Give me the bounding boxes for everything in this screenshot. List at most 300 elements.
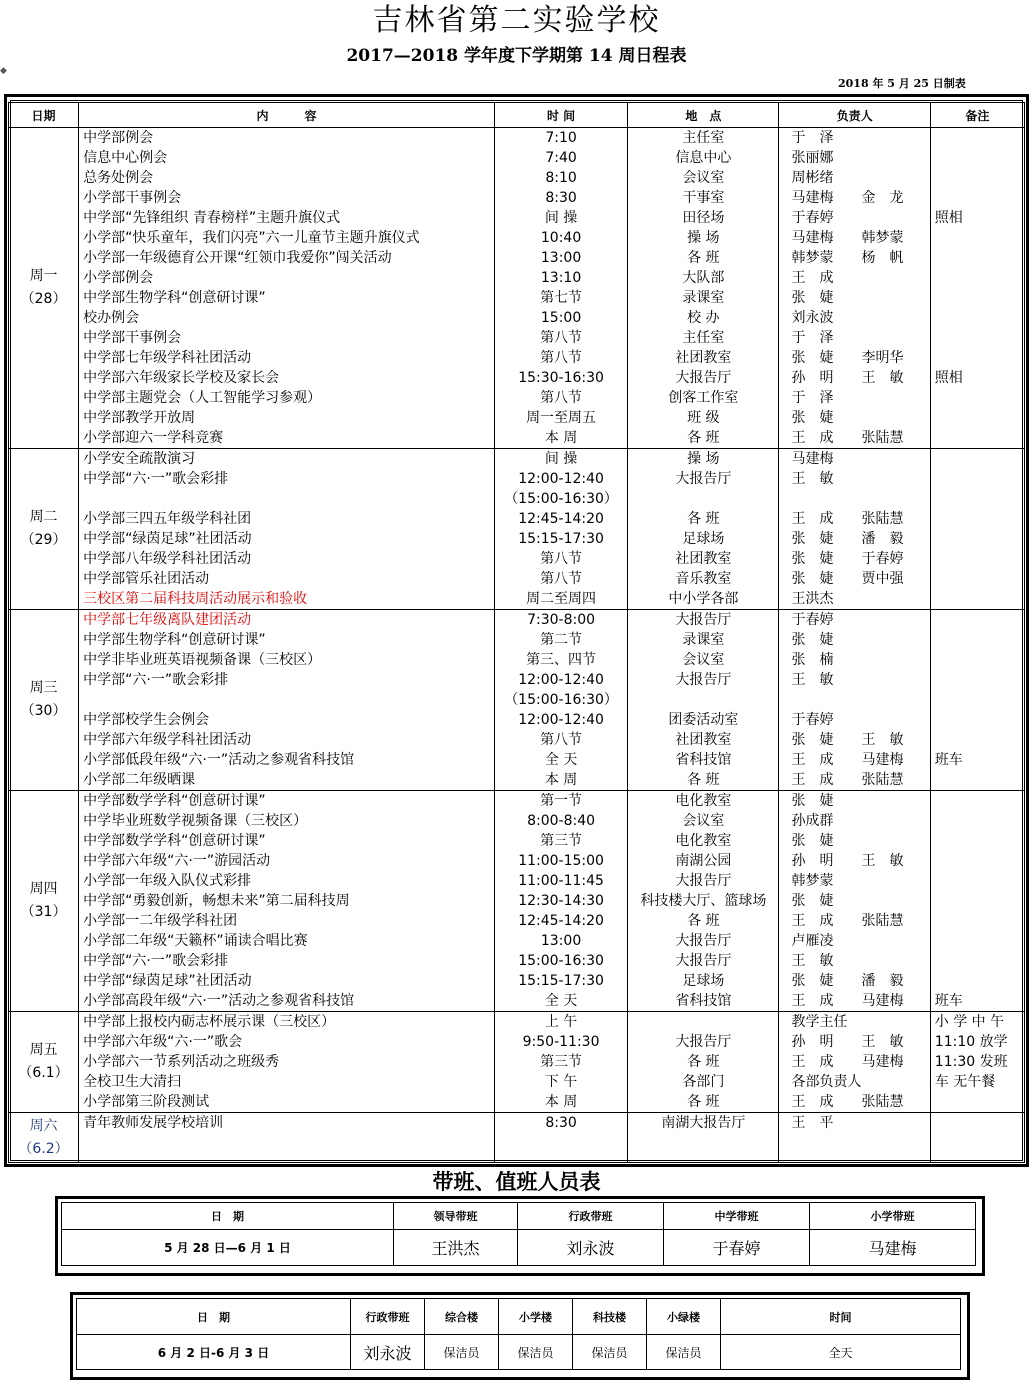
event-content: 中学部六年级学科社团活动 xyxy=(83,732,252,748)
event-person: 张 婕 xyxy=(791,833,834,849)
event-place xyxy=(628,690,778,710)
event-content-cell xyxy=(79,610,495,791)
event-place: 音乐教室 xyxy=(675,571,732,587)
event-content xyxy=(5,489,494,509)
event-content: 中学部“先锋组织 青春榜样”主题升旗仪式 xyxy=(83,210,341,226)
event-note-cell xyxy=(930,128,1024,449)
event-note xyxy=(931,228,1024,248)
event-note xyxy=(931,148,1024,168)
duty-primary: 马建梅 xyxy=(810,1230,976,1266)
event-note xyxy=(931,791,1024,811)
duty-header-leader: 领导带班 xyxy=(394,1203,518,1230)
duty-header-middle: 中学带班 xyxy=(664,1203,810,1230)
event-time: 7:40 xyxy=(545,150,577,166)
event-time: 全 天 xyxy=(544,993,578,1009)
col-content-header: 内 容 xyxy=(79,103,495,128)
event-place: 录课室 xyxy=(682,632,725,648)
event-time: 8:00-8:40 xyxy=(527,813,596,829)
event-content: 中学部主题党会（人工智能学习参观） xyxy=(83,390,322,406)
event-place: 操 场 xyxy=(687,230,720,246)
event-time: 第三节 xyxy=(540,833,583,849)
weekend-admin: 刘永波 xyxy=(351,1335,425,1370)
duty-middle: 于春婷 xyxy=(664,1230,810,1266)
event-time: 第二节 xyxy=(540,632,583,648)
event-content: 中学部上报校内砺志杯展示课（三校区） xyxy=(83,1014,336,1030)
event-place: 干事室 xyxy=(682,190,725,206)
event-place: 大报告厅 xyxy=(675,370,732,386)
event-place-cell xyxy=(628,791,779,1012)
schedule-header-row xyxy=(9,103,1025,128)
event-content-cell xyxy=(79,791,495,1012)
event-time: 15:15-17:30 xyxy=(518,531,604,547)
event-time: 12:30-14:30 xyxy=(518,893,604,909)
col-time-header: 时 间 xyxy=(494,103,627,128)
event-note: 小 学 中 午 xyxy=(934,1014,1005,1030)
event-place: 各 班 xyxy=(687,1054,720,1070)
event-note xyxy=(931,650,1024,670)
weekend-header-admin: 行政带班 xyxy=(351,1299,425,1335)
event-note: 班车 xyxy=(934,993,963,1009)
event-content: 中学部六年级家长学校及家长会 xyxy=(83,370,280,386)
event-content: 中学非毕业班英语视频备课（三校区） xyxy=(83,652,322,668)
event-content: 中学部校学生会例会 xyxy=(83,712,210,728)
event-time: 本 周 xyxy=(544,430,578,446)
col-note-header: 备注 xyxy=(930,103,1024,128)
event-place: 田径场 xyxy=(682,210,725,226)
event-person: 孙 明 王 敏 xyxy=(791,370,904,386)
event-note xyxy=(931,831,1024,851)
event-time: 第八节 xyxy=(540,330,583,346)
event-time: 7:10 xyxy=(545,130,577,146)
event-time: 13:00 xyxy=(540,250,582,266)
event-content: 中学部“勇毅创新，畅想未来”第二届科技周 xyxy=(83,893,350,909)
event-place-cell xyxy=(628,1012,779,1113)
event-note xyxy=(931,971,1024,991)
weekend-header-time: 时间 xyxy=(721,1299,961,1335)
event-time: 9:50-11:30 xyxy=(522,1034,600,1050)
event-content-cell xyxy=(79,128,495,449)
event-time: 8:30 xyxy=(545,190,577,206)
day-label: 周六 xyxy=(29,1117,58,1134)
event-person: 于春婷 xyxy=(791,612,834,628)
event-place: 社团教室 xyxy=(675,551,732,567)
event-person: 教学主任 xyxy=(791,1014,848,1030)
event-content: 中学部生物学科“创意研讨课” xyxy=(83,632,266,648)
event-note xyxy=(931,328,1024,348)
event-person xyxy=(779,690,929,710)
event-person: 张 婕 于春婷 xyxy=(791,551,904,567)
event-content: 总务处例会 xyxy=(83,170,154,186)
weekend-complex: 保洁员 xyxy=(425,1335,499,1370)
event-time: 第七节 xyxy=(540,290,583,306)
event-person: 刘永波 xyxy=(791,310,834,326)
weekend-header-primary-bldg: 小学楼 xyxy=(499,1299,573,1335)
event-place-cell xyxy=(628,1113,779,1163)
event-note xyxy=(931,489,1024,509)
duty-data-row xyxy=(62,1230,976,1266)
event-place: 会议室 xyxy=(682,652,725,668)
event-content: 小学部一年级德育公开课“红领巾我爱你”闯关活动 xyxy=(83,250,392,266)
event-place: 各 班 xyxy=(687,511,720,527)
event-person: 各部负责人 xyxy=(791,1074,862,1090)
event-content: 小学部干事例会 xyxy=(83,190,182,206)
event-time: 15:15-17:30 xyxy=(518,973,604,989)
event-place: 会议室 xyxy=(682,170,725,186)
event-place: 各 班 xyxy=(687,772,720,788)
col-person-header: 负责人 xyxy=(779,103,930,128)
duty-admin: 刘永波 xyxy=(518,1230,664,1266)
event-note: 11:30 发班 xyxy=(934,1054,1008,1070)
event-note xyxy=(931,469,1024,489)
event-person: 王 成 xyxy=(791,270,834,286)
event-content: 中学部干事例会 xyxy=(83,330,182,346)
event-time: 11:00-15:00 xyxy=(518,853,604,869)
event-note xyxy=(931,730,1024,750)
event-content: 小学部一二年级学科社团 xyxy=(83,913,238,929)
event-note xyxy=(931,268,1024,288)
event-person: 王 成 张陆慧 xyxy=(791,772,904,788)
event-person: 马建梅 金 龙 xyxy=(791,190,904,206)
event-time: 第三节 xyxy=(540,1054,583,1070)
event-note xyxy=(931,610,1024,630)
event-time: （15:00-16:30） xyxy=(504,491,618,507)
event-content: 中学部“绿茵足球”社团活动 xyxy=(83,973,252,989)
event-content: 小学部二年级晒课 xyxy=(83,772,196,788)
weekend-green-bldg: 保洁员 xyxy=(647,1335,721,1370)
event-time: 第八节 xyxy=(540,551,583,567)
event-content: 中学毕业班数学视频备课（三校区） xyxy=(83,813,308,829)
event-note xyxy=(931,770,1024,790)
event-place-cell xyxy=(628,449,779,610)
event-place: 各 班 xyxy=(687,1094,720,1110)
weekend-science-bldg: 保洁员 xyxy=(573,1335,647,1370)
event-time: 间 操 xyxy=(544,210,578,226)
event-content: 小学部“快乐童年，我们闪亮”六一儿童节主题升旗仪式 xyxy=(83,230,420,246)
event-person-cell xyxy=(779,1012,930,1113)
event-note-cell xyxy=(930,610,1024,791)
event-person: 韩梦蒙 xyxy=(791,873,834,889)
event-place xyxy=(628,1012,778,1032)
event-place: 省科技馆 xyxy=(675,752,732,768)
event-note: 11:10 放学 xyxy=(934,1034,1008,1050)
event-time-cell xyxy=(494,449,627,610)
event-note xyxy=(931,188,1024,208)
event-note xyxy=(931,549,1024,569)
event-content: 中学部八年级学科社团活动 xyxy=(83,551,252,567)
event-note xyxy=(931,670,1024,690)
day-date: （28） xyxy=(20,291,67,307)
day-label: 周二 xyxy=(29,509,58,525)
event-person: 王洪杰 xyxy=(791,591,834,607)
event-place: 省科技馆 xyxy=(675,993,732,1009)
event-note xyxy=(931,1092,1024,1112)
event-place: 大报告厅 xyxy=(675,672,732,688)
event-person: 王 敏 xyxy=(791,953,834,969)
event-person: 张 婕 xyxy=(791,893,834,909)
event-note-cell xyxy=(930,449,1024,610)
event-time: 全 天 xyxy=(544,752,578,768)
event-time: 第一节 xyxy=(540,793,583,809)
day-date: （29） xyxy=(20,532,67,548)
event-content: 中学部六年级“六·一”游园活动 xyxy=(83,853,271,869)
event-person: 王 敏 xyxy=(791,471,834,487)
event-person-cell xyxy=(779,449,930,610)
event-time: 下 午 xyxy=(544,1074,578,1090)
day-block-3 xyxy=(9,791,1025,1012)
event-content: 校办例会 xyxy=(83,310,140,326)
event-note xyxy=(931,1113,1024,1133)
event-person: 王 成 张陆慧 xyxy=(791,1094,904,1110)
event-person: 卢雁凌 xyxy=(791,933,834,949)
event-note xyxy=(931,509,1024,529)
duty-leader: 王洪杰 xyxy=(394,1230,518,1266)
event-note xyxy=(931,569,1024,589)
event-person: 孙 明 王 敏 xyxy=(791,1034,904,1050)
event-place: 大报告厅 xyxy=(675,1034,732,1050)
event-time-cell xyxy=(494,610,627,791)
event-person: 王 成 马建梅 xyxy=(791,1054,904,1070)
event-note xyxy=(931,168,1024,188)
event-person: 张 婕 王 敏 xyxy=(791,732,904,748)
weekend-primary-bldg: 保洁员 xyxy=(499,1335,573,1370)
event-time: 第三、四节 xyxy=(526,652,597,668)
duty-date: 5 月 28 日—6 月 1 日 xyxy=(62,1230,394,1266)
event-content-cell xyxy=(79,449,495,610)
event-content: 小学部低段年级“六·一”活动之参观省科技馆 xyxy=(83,752,355,768)
event-person: 王 成 马建梅 xyxy=(791,993,904,1009)
event-content: 小学部三四五年级学科社团 xyxy=(83,511,252,527)
event-content: 中学部教学开放周 xyxy=(83,410,196,426)
event-person xyxy=(779,489,929,509)
event-note: 车 无午餐 xyxy=(934,1074,996,1090)
event-person: 于春婷 xyxy=(791,712,834,728)
event-person: 张 婕 李明华 xyxy=(791,350,904,366)
day-block-4 xyxy=(9,1012,1025,1113)
event-content: 小学安全疏散演习 xyxy=(83,451,196,467)
weekend-header-date: 日 期 xyxy=(77,1299,351,1335)
weekend-header-science-bldg: 科技楼 xyxy=(573,1299,647,1335)
event-person: 王 平 xyxy=(791,1115,834,1131)
event-place: 操 场 xyxy=(687,451,720,467)
corner-mark: ◆ xyxy=(0,66,7,76)
event-content: 小学部一年级入队仪式彩排 xyxy=(83,873,252,889)
event-note xyxy=(931,851,1024,871)
event-note xyxy=(931,811,1024,831)
event-person: 孙成群 xyxy=(791,813,834,829)
event-content-cell xyxy=(79,1012,495,1113)
event-content: 青年教师发展学校培训 xyxy=(83,1115,224,1131)
day-block-2 xyxy=(9,610,1025,791)
event-note xyxy=(931,871,1024,891)
event-note xyxy=(931,248,1024,268)
day-date: （30） xyxy=(20,703,67,719)
event-content: 中学部六年级“六·一”歌会 xyxy=(83,1034,243,1050)
event-place: 大报告厅 xyxy=(675,873,732,889)
event-time: 周二至周四 xyxy=(526,591,597,607)
event-content: 中学部“六·一”歌会彩排 xyxy=(83,471,229,487)
event-time: 12:45-14:20 xyxy=(518,913,604,929)
event-time: 13:10 xyxy=(540,270,582,286)
event-note xyxy=(931,891,1024,911)
weekend-time: 全天 xyxy=(721,1335,961,1370)
duty-title: 带班、值班人员表 xyxy=(432,1170,601,1194)
event-time-cell xyxy=(494,791,627,1012)
event-place: 科技楼大厅、篮球场 xyxy=(640,893,767,909)
event-place-cell xyxy=(628,610,779,791)
event-time: 12:45-14:20 xyxy=(518,511,604,527)
event-note-cell xyxy=(930,1012,1024,1113)
event-time: 8:10 xyxy=(545,170,577,186)
event-note xyxy=(931,911,1024,931)
event-person: 孙 明 王 敏 xyxy=(791,853,904,869)
day-label: 周五 xyxy=(29,1042,58,1058)
event-person: 张 婕 xyxy=(791,290,834,306)
event-content: 小学部二年级“天籁杯”诵读合唱比赛 xyxy=(83,933,308,949)
event-person: 韩梦蒙 杨 帆 xyxy=(791,250,904,266)
event-note xyxy=(931,449,1024,469)
event-place: 社团教室 xyxy=(675,350,732,366)
event-person: 王 成 马建梅 xyxy=(791,752,904,768)
event-note xyxy=(931,428,1024,448)
event-place: 足球场 xyxy=(682,531,725,547)
event-place xyxy=(628,489,778,509)
made-date: 2018 年 5 月 25 日制表 xyxy=(838,77,966,90)
event-time: 15:00-16:30 xyxy=(518,953,604,969)
event-content: 中学部“六·一”歌会彩排 xyxy=(83,953,229,969)
event-time: 第八节 xyxy=(540,571,583,587)
event-time: 15:30-16:30 xyxy=(518,370,604,386)
event-content xyxy=(5,690,494,710)
event-place: 大报告厅 xyxy=(675,933,732,949)
event-person: 王 成 张陆慧 xyxy=(791,913,904,929)
event-content: 中学部数学学科“创意研讨课” xyxy=(83,833,266,849)
event-person: 马建梅 韩梦蒙 xyxy=(791,230,904,246)
event-note xyxy=(931,308,1024,328)
event-person: 王 成 张陆慧 xyxy=(791,511,904,527)
event-time: 周一至周五 xyxy=(526,410,597,426)
event-place: 中小学各部 xyxy=(668,591,739,607)
event-person: 张 婕 潘 毅 xyxy=(791,531,904,547)
event-content: 小学部例会 xyxy=(83,270,154,286)
event-place: 大队部 xyxy=(682,270,725,286)
event-place: 大报告厅 xyxy=(675,953,732,969)
event-time: 15:00 xyxy=(540,310,582,326)
event-note xyxy=(931,710,1024,730)
duty-table xyxy=(61,1202,976,1266)
event-time: 第八节 xyxy=(540,350,583,366)
event-person: 周彬绪 xyxy=(791,170,834,186)
event-content: 中学部七年级离队建团活动 xyxy=(83,612,252,628)
event-place: 主任室 xyxy=(682,330,725,346)
schedule-table xyxy=(8,102,1025,1163)
event-time: 13:00 xyxy=(540,933,582,949)
event-person: 于 泽 xyxy=(791,390,834,406)
event-place: 电化教室 xyxy=(675,833,732,849)
event-person-cell xyxy=(779,1113,930,1163)
event-time-cell xyxy=(494,1113,627,1163)
event-content: 小学部迎六一学科竞赛 xyxy=(83,430,224,446)
event-note xyxy=(931,690,1024,710)
day-date: （31） xyxy=(20,904,67,920)
event-time-cell xyxy=(494,1012,627,1113)
day-label: 周一 xyxy=(29,268,58,284)
event-time: 本 周 xyxy=(544,772,578,788)
event-note xyxy=(931,408,1024,428)
page-title: 吉林省第二实验学校 xyxy=(372,3,661,38)
event-time: 第八节 xyxy=(540,390,583,406)
event-place: 各部门 xyxy=(682,1074,725,1090)
event-place: 南湖公园 xyxy=(675,853,732,869)
event-content: 中学部例会 xyxy=(83,130,154,146)
event-place: 电化教室 xyxy=(675,793,732,809)
day-block-1 xyxy=(9,449,1025,610)
event-note: 照相 xyxy=(934,370,963,386)
event-time: 上 午 xyxy=(544,1014,578,1030)
event-person: 张丽娜 xyxy=(791,150,834,166)
event-person: 于 泽 xyxy=(791,330,834,346)
event-place: 大报告厅 xyxy=(675,612,732,628)
day-date: （6.2） xyxy=(18,1140,69,1157)
event-time: 12:00-12:40 xyxy=(518,471,604,487)
event-place: 创客工作室 xyxy=(668,390,739,406)
event-place: 大报告厅 xyxy=(675,471,732,487)
col-place-header: 地 点 xyxy=(628,103,779,128)
event-time: 7:30-8:00 xyxy=(527,612,596,628)
event-note xyxy=(931,288,1024,308)
event-place: 班 级 xyxy=(687,410,720,426)
event-note xyxy=(931,951,1024,971)
event-person: 张 婕 贾中强 xyxy=(791,571,904,587)
event-time: 11:00-11:45 xyxy=(518,873,604,889)
event-note: 班车 xyxy=(934,752,963,768)
event-person: 于春婷 xyxy=(791,210,834,226)
event-content: 小学部第三阶段测试 xyxy=(83,1094,210,1110)
event-place-cell xyxy=(628,128,779,449)
event-note xyxy=(931,529,1024,549)
event-place: 校 办 xyxy=(687,310,720,326)
weekend-duty-table xyxy=(76,1298,961,1370)
event-time: 第八节 xyxy=(540,732,583,748)
event-person: 张 婕 xyxy=(791,632,834,648)
event-place: 主任室 xyxy=(682,130,725,146)
event-place: 南湖大报告厅 xyxy=(661,1115,746,1131)
event-time: 10:40 xyxy=(540,230,582,246)
day-date: （6.1） xyxy=(18,1065,69,1081)
event-content: 三校区第二届科技周活动展示和验收 xyxy=(83,591,308,607)
event-note xyxy=(931,348,1024,368)
event-place: 足球场 xyxy=(682,973,725,989)
event-content-cell xyxy=(79,1113,495,1163)
weekend-data-row xyxy=(77,1335,961,1370)
event-place: 信息中心 xyxy=(675,150,732,166)
event-content: 中学部数学学科“创意研讨课” xyxy=(83,793,266,809)
event-place: 社团教室 xyxy=(675,732,732,748)
event-time-cell xyxy=(494,128,627,449)
duty-header-row xyxy=(62,1203,976,1230)
event-content: 全校卫生大清扫 xyxy=(83,1074,182,1090)
event-content: 中学部管乐社团活动 xyxy=(83,571,210,587)
event-time: 本 周 xyxy=(544,1094,578,1110)
event-person: 张 婕 xyxy=(791,410,834,426)
event-person: 王 成 张陆慧 xyxy=(791,430,904,446)
weekend-date: 6 月 2 日-6 月 3 日 xyxy=(77,1335,351,1370)
event-note xyxy=(931,630,1024,650)
event-time: 8:30 xyxy=(545,1115,577,1131)
duty-header-primary: 小学带班 xyxy=(810,1203,976,1230)
page-subtitle: 2017—2018 学年度下学期第 14 周日程表 xyxy=(346,46,687,66)
event-place: 各 班 xyxy=(687,250,720,266)
event-content: 中学部“绿茵足球”社团活动 xyxy=(83,531,252,547)
